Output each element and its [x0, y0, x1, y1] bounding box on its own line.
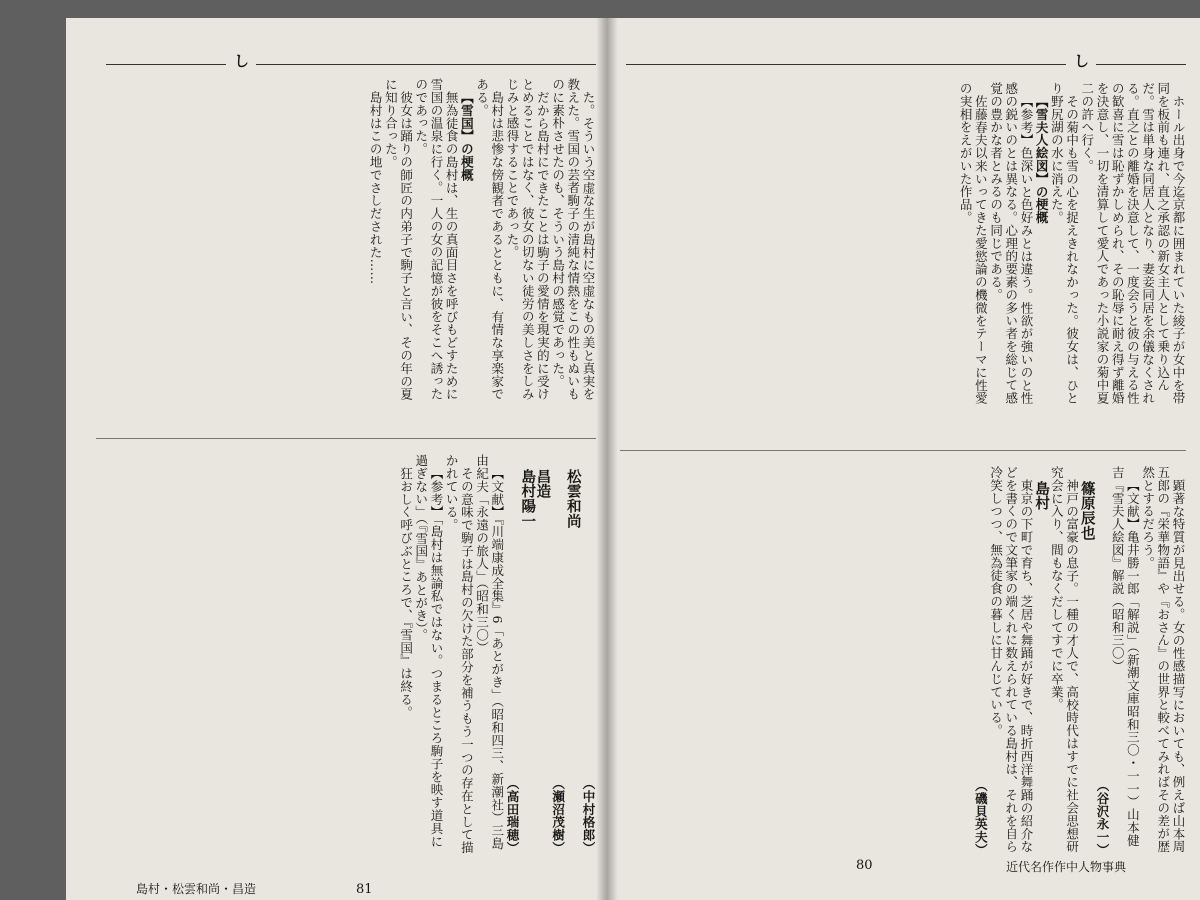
- running-footer: 近代名作作中人物事典: [1006, 860, 1127, 874]
- page-right: [606, 18, 1200, 900]
- entry-heading: 松雲和尚: [564, 468, 582, 529]
- author-signature: （磯貝英夫）: [973, 778, 989, 856]
- upper-text-block: [96, 78, 596, 408]
- paragraph: 東京の下町で育ち、芝居や舞踊が好きで、時折西洋舞踊の紹介などを書くので文筆家の端くれに数えられている島村は、それを自ら冷笑しつつ、無為徒食の暮しに甘んじている。: [988, 466, 1034, 853]
- entry-heading: 篠原辰也: [1078, 480, 1096, 541]
- author-signature: （谷沢永一）: [1094, 778, 1110, 856]
- reference-note: 【文献】『川端康成全集』6「あとがき」（昭和四三、新潮社）三島由紀夫「永遠の旅人」（昭和三〇）: [474, 454, 505, 850]
- paragraph: その菊中も雪の心を捉えきれなかった。彼女は、ひとり野尻湖の水に消えた。: [1049, 82, 1080, 405]
- header-rule: [1096, 64, 1186, 65]
- tier-divider: [96, 438, 596, 439]
- paragraph: 狂おしく呼びぶところで、『雪国』は終る。: [398, 466, 414, 719]
- lower-text-block: [620, 466, 1186, 856]
- book-gutter: [596, 18, 618, 900]
- author-signature: （中村格郎）: [581, 776, 596, 854]
- upper-text-block: [620, 82, 1186, 412]
- paragraph: 彼女は踊りの師匠の内弟子で駒子と言い、その年の夏に知り合った。: [383, 78, 414, 401]
- entry-heading: 島村: [1033, 480, 1051, 511]
- header-rule: [256, 64, 596, 65]
- paragraph: 【参考】色深いと色好みとは違う。性欲が強いのと性感の鋭いのとは異なる。心理的要素の多い者を総じて感覚の豊かな者とみるのも同じである。: [988, 82, 1034, 405]
- header-rule: [626, 64, 1066, 65]
- paragraph: だから島村にできたことは駒子の愛情を現実的に受けとめることではなく、彼女の切ない徒労の美しさをしみじみと感得することであった。: [504, 78, 551, 401]
- author-signature: （瀬沼茂樹）: [550, 776, 566, 854]
- paragraph: その意味で駒子は島村の欠けた部分を補うもう一つの存在として描かれている。: [444, 454, 475, 854]
- entry-heading: 昌造: [534, 468, 552, 499]
- paragraph: ホール出身で今迄京都に囲まれていた綾子が女中を帯同を板前も連れ、直之承認の新女主人として乗り込んだ。雪は単身な同居人となり、妻妾同居を余儀なくされる。直之との離婚を決意して、一度会うと彼の与える性の歓喜に雪は恥ずかしめられ、その恥辱に耐え得ず離婚を決意し、一切を清算して愛人であった小説家の菊中夏二の許へ行く。: [1079, 82, 1186, 405]
- synopsis-heading: 【雪夫人絵図】の梗概: [1034, 94, 1050, 224]
- reference-note: 【参考】「島村は無論私ではない。つまるところ駒子を映す道具に過ぎない」（『雪国』あとがき）。: [413, 454, 444, 848]
- page-left: [66, 18, 606, 900]
- reference-note: 【文献】亀井勝一郎「解説」（新潮文庫昭和三〇・一一）山本健吉『雪夫人絵図』解説（昭和三〇）: [1110, 466, 1141, 847]
- paragraph: た。そういう空虚な生が島村に空虚なもの美と真実を教えた。雪国の芸者駒子の清純な情熱をこの性もぬいものに素朴させたのも、そういう島村の感覚であった。: [550, 78, 596, 401]
- header-rule: [106, 64, 226, 65]
- header-kana: し: [234, 52, 250, 70]
- paragraph: 島村は悲惨な傍観者であるとともに、有情な享楽家である。: [474, 78, 505, 401]
- paragraph: 無為徒食の島村は、生の真面目さを呼びもどすために雪国の温泉に行く。一人の女の記憶が彼をそこへ誘ったのであった。: [413, 78, 460, 401]
- paragraph: 神戸の富豪の息子。一種の才人で、高校時代はすでに社会思想研究会に入り、間もなくだしてすでに卒業。: [1049, 466, 1080, 853]
- page-number: 80: [856, 858, 873, 873]
- synopsis-heading: 【雪国】の梗概: [459, 90, 475, 181]
- paragraph: 島村はこの地でさしだされた……: [368, 90, 384, 284]
- header-kana: し: [1074, 52, 1090, 70]
- author-signature: （高田瑞穂）: [504, 776, 520, 854]
- lower-text-block: [96, 454, 596, 854]
- running-footer: 島村・松雲和尚・昌造: [136, 882, 257, 896]
- paragraph: 顕著な特質が見出せる。女の性感描写においても、例えば山本周五郎の『栄華物語』や『おさん』の世界と較べてみればその差が歴然とするだろう。: [1140, 466, 1186, 853]
- page-number: 81: [356, 882, 373, 897]
- paragraph: 佐藤春夫以来いってきた愛慾論の機微をテーマに性愛の実相をえがいた作品。: [958, 82, 989, 405]
- tier-divider: [620, 450, 1186, 451]
- entry-heading: 島村陽一: [519, 468, 537, 529]
